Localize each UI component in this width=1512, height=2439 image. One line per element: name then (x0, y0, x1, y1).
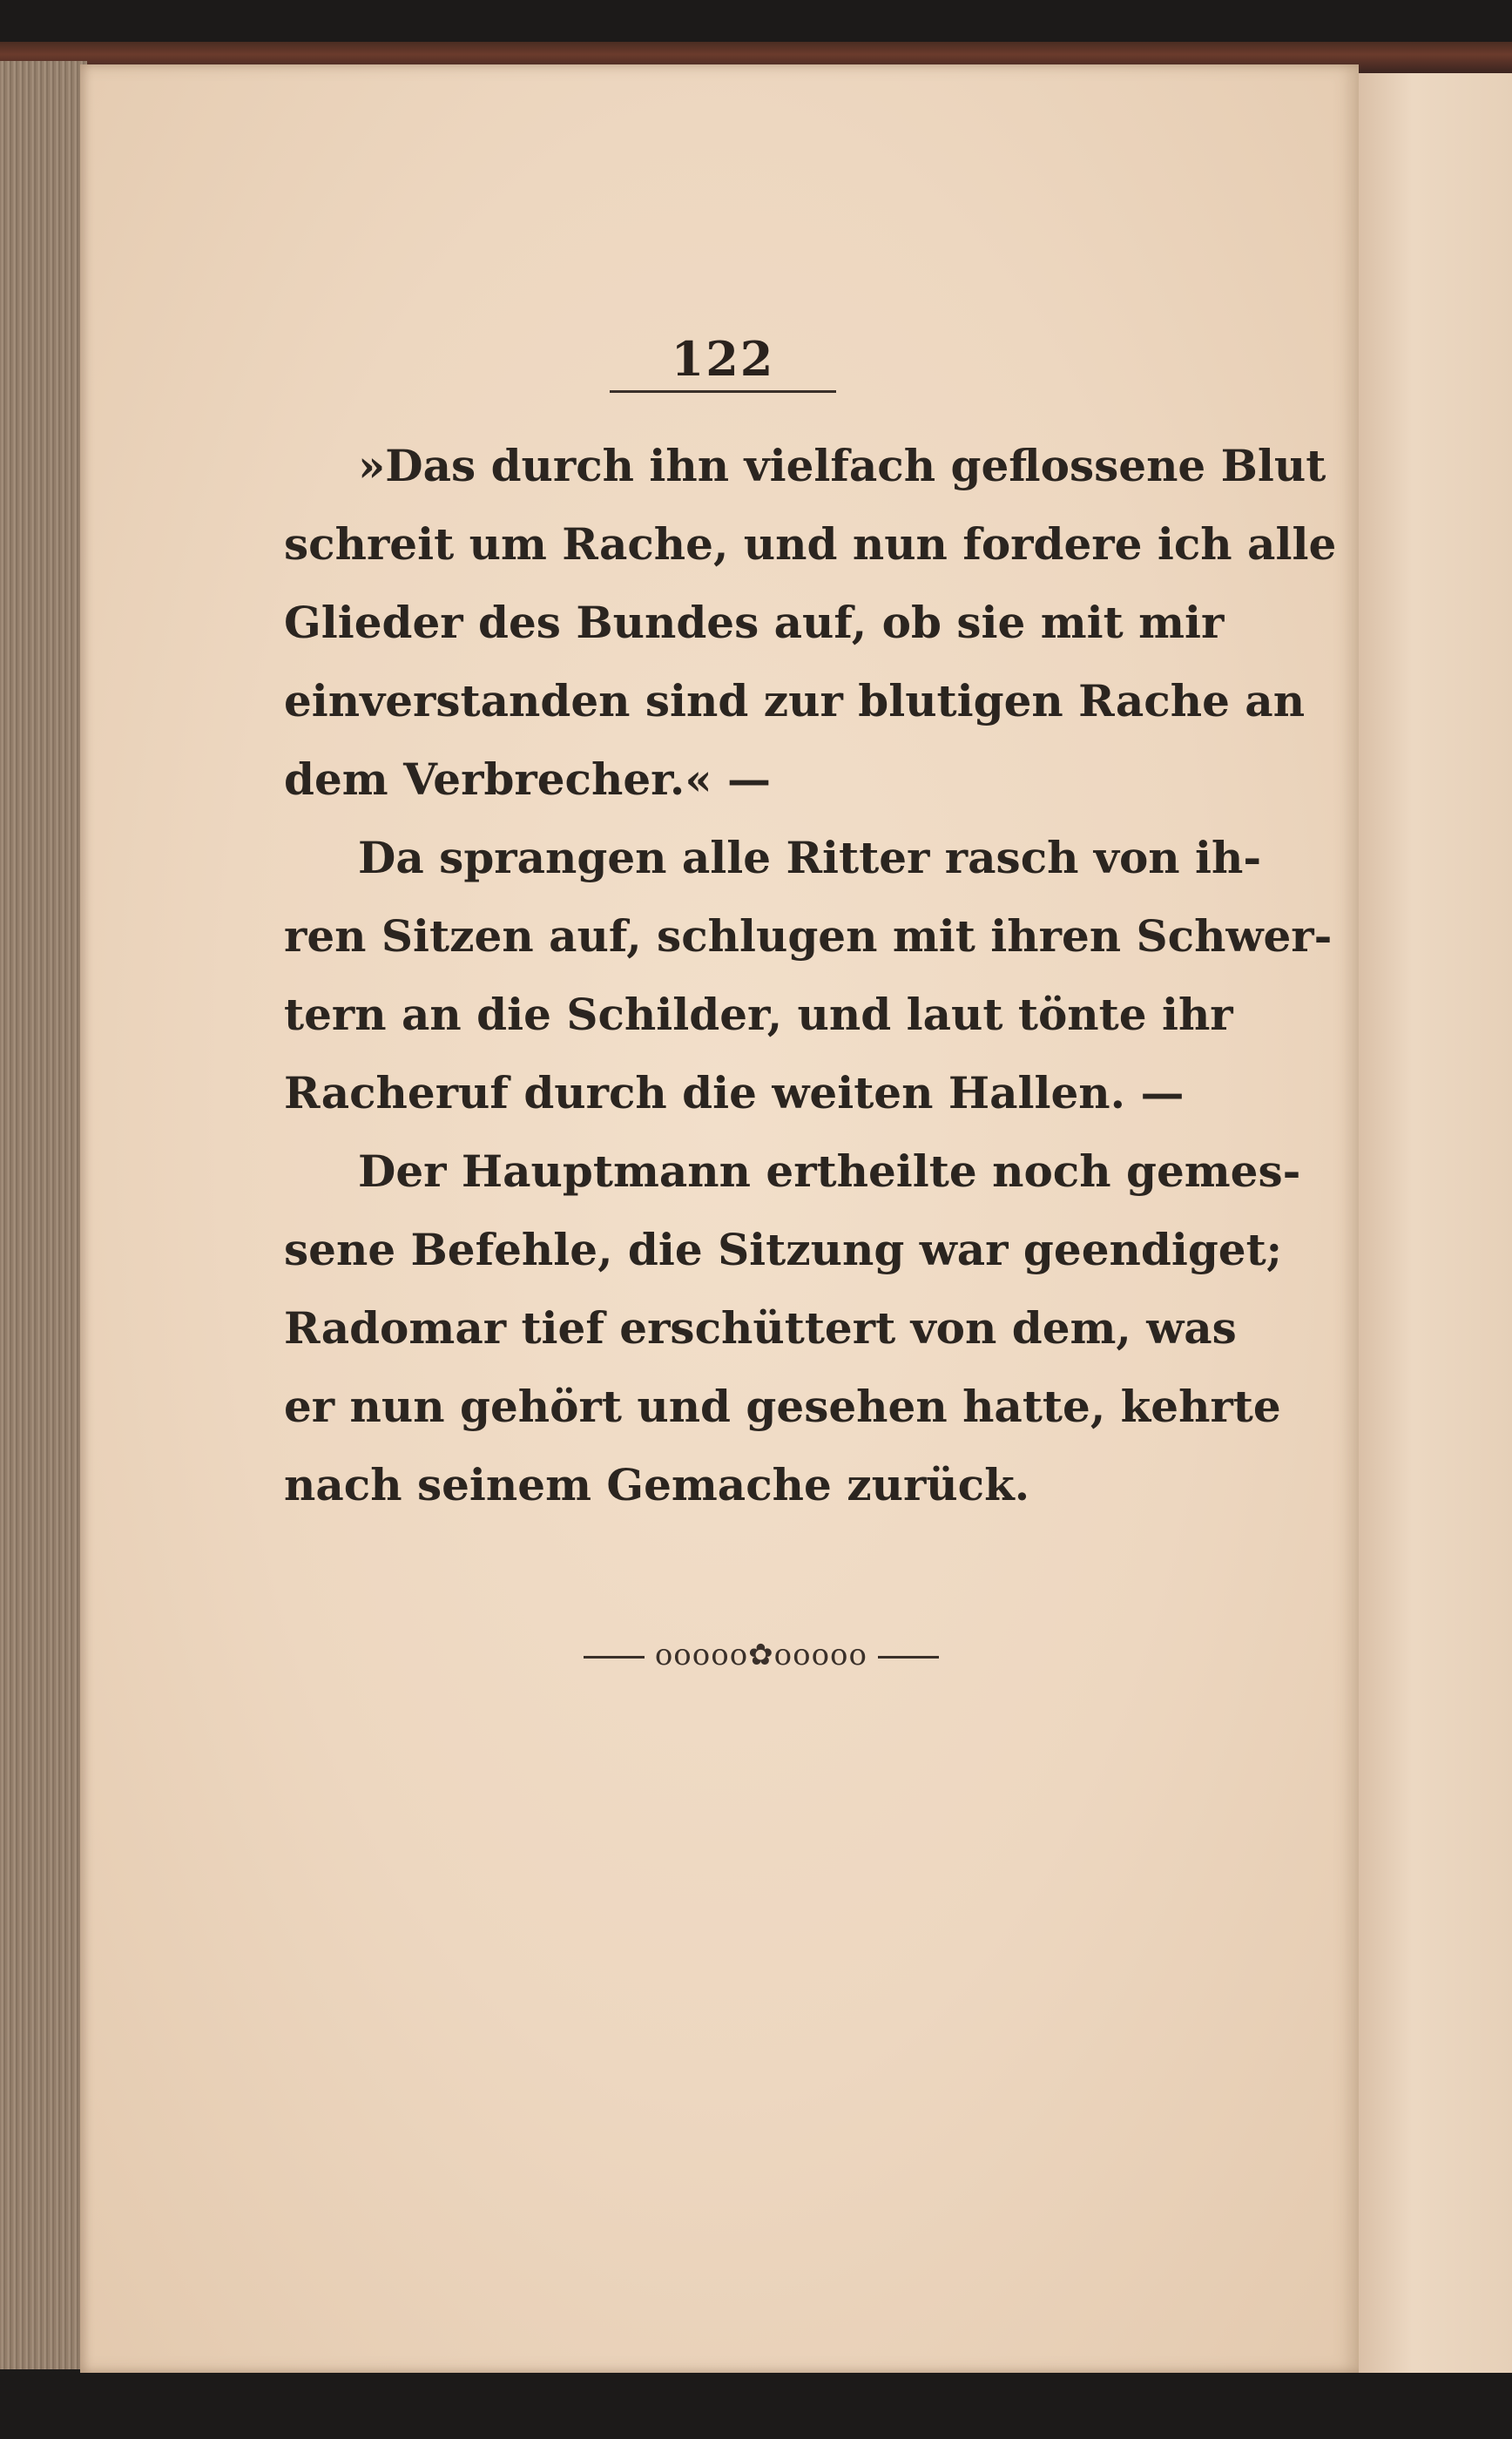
paragraph (284, 1132, 1301, 1524)
text-line: tern an die Schilder, und laut tönte ihr (284, 989, 1233, 1040)
text-line: ren Sitzen auf, schlugen mit ihren Schwer- (284, 910, 1333, 962)
ornament-glyphs: ooooo✿ooooo (654, 1638, 867, 1672)
text-line: Der Hauptmann ertheilte noch gemes- (358, 1145, 1301, 1197)
text-line: Racheruf durch die weiten Hallen. — (284, 1067, 1185, 1118)
body-text (284, 427, 1337, 1524)
text-line: Radomar tief erschüttert von dem, was (284, 1302, 1237, 1354)
text-line: nach seinem Gemache zurück. (284, 1459, 1030, 1510)
page-stack-left (0, 61, 87, 2369)
text-line: dem Verbrecher.« — (284, 753, 771, 805)
text-line: »Das durch ihn vielfach geflossene Blut (358, 440, 1326, 491)
header-rule (610, 390, 836, 393)
section-ornament (584, 1638, 897, 1672)
text-line: Da sprangen alle Ritter rasch von ih- (358, 832, 1262, 883)
ornament-rule-right (878, 1656, 939, 1659)
page-number: 122 (671, 331, 775, 387)
text-line: er nun gehört und gesehen hatte, kehrte (284, 1381, 1281, 1432)
paragraph (284, 819, 1333, 1132)
text-line: einverstanden sind zur blutigen Rache an (284, 675, 1306, 726)
facing-page-edge (1354, 73, 1512, 2373)
paragraph (284, 427, 1337, 819)
text-line: sene Befehle, die Sitzung war geendiget; (284, 1224, 1283, 1275)
ornament-rule-left (584, 1656, 645, 1659)
text-line: schreit um Rache, und nun fordere ich alle (284, 518, 1337, 570)
text-line: Glieder des Bundes auf, ob sie mit mir (284, 597, 1225, 648)
